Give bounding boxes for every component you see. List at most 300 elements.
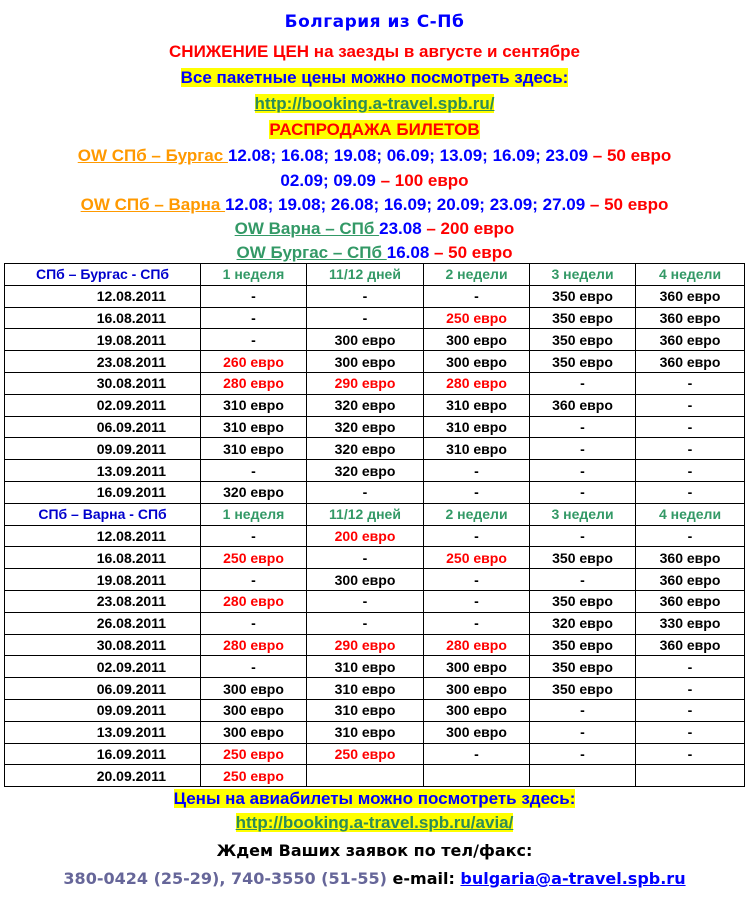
route-header: СПб – Бургас - СПб (5, 264, 201, 286)
price-text: - (687, 724, 693, 741)
price-cell (307, 416, 424, 438)
price-cell (201, 329, 307, 351)
packages-link-line (0, 94, 749, 114)
duration-header: 1 неделя (201, 264, 307, 286)
duration-header: 11/12 дней (307, 503, 424, 525)
date-cell (5, 525, 201, 547)
price-text: 310 евро (334, 702, 396, 719)
table-row (5, 634, 745, 656)
table-row (5, 460, 745, 482)
price-text: - (580, 702, 585, 719)
price-text: 250 евро (223, 745, 284, 762)
date-text: 16.08.2011 (96, 309, 166, 326)
date-text: 19.08.2011 (96, 571, 166, 588)
offer-dates: 16.08 (386, 243, 434, 262)
price-text: 320 евро (552, 615, 613, 632)
price-cell (636, 372, 745, 394)
date-text: 09.09.2011 (96, 702, 166, 719)
price-text: 280 евро (446, 636, 507, 653)
price-text: - (362, 615, 368, 632)
price-text: 310 евро (223, 440, 284, 457)
price-cell (307, 481, 424, 503)
price-cell (307, 743, 424, 765)
price-cell (530, 612, 636, 634)
price-cell (636, 765, 745, 787)
price-cell (201, 612, 307, 634)
price-text: 310 евро (446, 440, 507, 457)
price-text: - (474, 527, 479, 544)
table-row (5, 721, 745, 743)
price-text: 300 евро (446, 680, 507, 697)
await-text: Ждем Ваших заявок по тел/факс: (216, 841, 533, 860)
price-text: - (251, 331, 256, 348)
price-text: 300 евро (223, 724, 284, 741)
price-cell (530, 329, 636, 351)
price-cell (424, 329, 530, 351)
date-text: 16.09.2011 (96, 484, 166, 501)
price-cell (530, 460, 636, 482)
price-cell (530, 678, 636, 700)
avia-text-line (0, 789, 749, 809)
offer-line (0, 171, 749, 191)
price-cell (636, 460, 745, 482)
price-cell (424, 307, 530, 329)
offer-dates: 12.08; 19.08; 26.08; 16.09; 20.09; 23.09; 27.09 (225, 195, 586, 214)
price-text: - (474, 288, 479, 305)
price-cell (424, 699, 530, 721)
price-text: - (687, 462, 693, 479)
date-cell (5, 721, 201, 743)
price-text: - (580, 375, 585, 392)
price-table (4, 263, 745, 787)
phone-numbers: 380-0424 (25-29), 740-3550 (51-55) (63, 869, 387, 888)
price-text: 300 евро (446, 724, 507, 741)
price-cell (307, 329, 424, 351)
price-cell (424, 351, 530, 373)
price-text: 300 евро (334, 331, 396, 348)
duration-header: 2 недели (424, 503, 530, 525)
date-text: 20.09.2011 (96, 767, 166, 784)
date-text: 23.08.2011 (96, 593, 166, 610)
price-text: 280 евро (446, 375, 507, 392)
price-text: 360 евро (659, 353, 721, 370)
price-text: - (580, 745, 585, 762)
date-cell (5, 481, 201, 503)
price-cell (307, 547, 424, 569)
price-text: 350 евро (552, 680, 613, 697)
price-text: 300 евро (446, 331, 507, 348)
price-cell (424, 612, 530, 634)
price-text: 360 евро (659, 309, 721, 326)
price-cell (307, 699, 424, 721)
offer-price: – 50 евро (588, 146, 672, 165)
price-cell (201, 285, 307, 307)
date-cell (5, 765, 201, 787)
price-text: 310 евро (334, 680, 396, 697)
table-header-row (5, 264, 745, 286)
price-text: - (251, 288, 256, 305)
price-text: 300 евро (334, 353, 396, 370)
price-text: 350 евро (552, 331, 613, 348)
date-cell (5, 743, 201, 765)
price-cell (307, 394, 424, 416)
price-cell (636, 329, 745, 351)
date-cell (5, 416, 201, 438)
table-row (5, 590, 745, 612)
price-text: - (687, 527, 693, 544)
price-cell (530, 351, 636, 373)
price-cell (636, 307, 745, 329)
price-cell (307, 372, 424, 394)
price-text: 360 евро (659, 636, 721, 653)
price-text: - (580, 440, 585, 457)
table-row (5, 678, 745, 700)
price-text: 360 евро (552, 397, 613, 414)
price-text: 280 евро (223, 593, 284, 610)
price-cell (424, 569, 530, 591)
price-cell (201, 394, 307, 416)
price-text: - (362, 288, 368, 305)
price-text: 350 евро (552, 593, 613, 610)
price-text: 360 евро (659, 571, 721, 588)
price-text: 280 евро (223, 375, 284, 392)
price-text: 250 евро (446, 549, 507, 566)
price-cell (530, 285, 636, 307)
email-label: e-mail: (386, 869, 461, 888)
date-cell (5, 612, 201, 634)
price-text: 360 евро (659, 288, 721, 305)
table-row (5, 569, 745, 591)
offer-route[interactable]: OW СПб – Бургас (77, 146, 228, 165)
price-text: 200 евро (334, 527, 396, 544)
date-cell (5, 678, 201, 700)
table-row (5, 285, 745, 307)
price-cell (530, 699, 636, 721)
price-cell (636, 569, 745, 591)
price-cell (307, 285, 424, 307)
offer-route[interactable]: OW Варна – СПб (234, 219, 380, 238)
date-cell (5, 394, 201, 416)
date-cell (5, 329, 201, 351)
date-cell (5, 547, 201, 569)
offer-price: – 50 евро (585, 195, 669, 214)
price-text: - (474, 615, 479, 632)
table-row (5, 547, 745, 569)
price-text: 300 евро (223, 702, 284, 719)
table-row (5, 612, 745, 634)
price-text: - (580, 571, 585, 588)
price-cell (636, 699, 745, 721)
price-text: 280 евро (223, 636, 284, 653)
price-cell (530, 307, 636, 329)
price-cell (424, 394, 530, 416)
date-cell (5, 460, 201, 482)
price-cell (530, 765, 636, 787)
offer-price: – 100 евро (375, 171, 469, 190)
date-text: 23.08.2011 (96, 353, 166, 370)
price-text: 350 евро (552, 658, 613, 675)
route-header: СПб – Варна - СПб (5, 503, 201, 525)
price-text: - (580, 724, 585, 741)
duration-header: 3 недели (530, 264, 636, 286)
price-cell (201, 765, 307, 787)
offer-line (0, 195, 749, 215)
offer-line (0, 243, 749, 263)
price-text: 310 евро (446, 418, 507, 435)
price-cell (307, 678, 424, 700)
price-cell (201, 634, 307, 656)
price-cell (636, 438, 745, 460)
date-text: 13.09.2011 (96, 724, 166, 741)
price-cell (424, 634, 530, 656)
price-text: 320 евро (223, 484, 284, 501)
date-cell (5, 438, 201, 460)
date-text: 06.09.2011 (96, 680, 166, 697)
date-cell (5, 569, 201, 591)
price-text: 310 евро (223, 397, 284, 414)
price-text: - (362, 593, 368, 610)
avia-text: Цены на авиабилеты можно посмотреть здесь: (173, 789, 576, 808)
price-cell (424, 765, 530, 787)
table-row (5, 351, 745, 373)
date-text: 06.09.2011 (96, 418, 166, 435)
price-cell (201, 481, 307, 503)
price-text: 350 евро (552, 549, 613, 566)
price-cell (307, 590, 424, 612)
table-row (5, 307, 745, 329)
price-cell (636, 416, 745, 438)
price-cell (201, 525, 307, 547)
price-text: - (474, 484, 479, 501)
price-text: - (687, 658, 693, 675)
price-text: 360 евро (659, 549, 721, 566)
tickets-sale-banner: РАСПРОДАЖА БИЛЕТОВ (269, 120, 480, 139)
offer-price: – 50 евро (434, 243, 513, 262)
date-cell (5, 372, 201, 394)
price-text: 250 евро (223, 767, 284, 784)
duration-header: 2 недели (424, 264, 530, 286)
price-text: 350 евро (552, 288, 613, 305)
price-text: 360 евро (659, 593, 721, 610)
date-text: 12.08.2011 (96, 288, 166, 305)
price-text: - (251, 309, 256, 326)
price-cell (307, 351, 424, 373)
price-text: - (687, 440, 693, 457)
price-cell (530, 525, 636, 547)
packages-link[interactable]: http://booking.a-travel.spb.ru/ (254, 94, 495, 113)
price-text: 300 евро (334, 571, 396, 588)
price-cell (530, 372, 636, 394)
price-text: - (251, 462, 256, 479)
price-cell (636, 612, 745, 634)
price-cell (530, 569, 636, 591)
date-text: 16.09.2011 (96, 745, 166, 762)
price-text: 290 евро (334, 375, 396, 392)
price-text: 320 евро (334, 397, 396, 414)
price-cell (424, 547, 530, 569)
price-cell (201, 569, 307, 591)
price-text: - (687, 484, 693, 501)
price-cell (201, 656, 307, 678)
price-cell (530, 547, 636, 569)
price-cell (424, 590, 530, 612)
price-text: - (687, 375, 693, 392)
price-cell (307, 525, 424, 547)
price-cell (307, 721, 424, 743)
price-text: 320 евро (334, 440, 396, 457)
price-cell (424, 460, 530, 482)
date-cell (5, 590, 201, 612)
price-text: - (580, 527, 585, 544)
date-text: 09.09.2011 (96, 440, 166, 457)
packages-text: Все пакетные цены можно посмотреть здесь: (180, 68, 569, 87)
price-text: - (474, 593, 479, 610)
price-cell (307, 765, 424, 787)
table-row (5, 329, 745, 351)
duration-header: 11/12 дней (307, 264, 424, 286)
price-text: 350 евро (552, 636, 613, 653)
price-cell (530, 438, 636, 460)
date-text: 02.09.2011 (96, 658, 166, 675)
price-cell (636, 351, 745, 373)
price-cell (307, 438, 424, 460)
price-text: - (362, 309, 368, 326)
date-text: 16.08.2011 (96, 549, 166, 566)
price-cell (201, 460, 307, 482)
sale-notice: СНИЖЕНИЕ ЦЕН на заезды в августе и сентябре (169, 42, 580, 61)
price-cell (636, 743, 745, 765)
date-text: 30.08.2011 (96, 375, 166, 392)
price-text: - (580, 418, 585, 435)
table-row (5, 743, 745, 765)
price-cell (424, 743, 530, 765)
price-text: - (362, 549, 368, 566)
offer-line (0, 146, 749, 166)
offer-price: – 200 евро (421, 219, 515, 238)
price-text: 310 евро (334, 724, 396, 741)
table-row (5, 656, 745, 678)
price-cell (530, 656, 636, 678)
price-cell (424, 285, 530, 307)
price-text: - (580, 484, 585, 501)
price-cell (307, 634, 424, 656)
price-text: 360 евро (659, 331, 721, 348)
price-text: - (580, 462, 585, 479)
price-cell (636, 481, 745, 503)
price-text: - (687, 418, 693, 435)
price-cell (201, 721, 307, 743)
table-row (5, 765, 745, 787)
offer-route[interactable]: OW Бургас – СПб (236, 243, 387, 262)
price-cell (424, 438, 530, 460)
price-cell (307, 460, 424, 482)
price-cell (307, 307, 424, 329)
price-text: 320 евро (334, 462, 396, 479)
offer-route[interactable]: OW СПб – Варна (80, 195, 226, 214)
price-cell (530, 634, 636, 656)
price-text: 350 евро (552, 353, 613, 370)
date-text: 12.08.2011 (96, 527, 166, 544)
price-cell (424, 656, 530, 678)
price-cell (636, 525, 745, 547)
price-cell (636, 678, 745, 700)
offer-dates: 23.08 (379, 219, 422, 238)
price-cell (530, 721, 636, 743)
price-text: 260 евро (223, 353, 284, 370)
price-text: - (687, 680, 693, 697)
price-text: - (251, 571, 256, 588)
duration-header: 4 недели (636, 264, 745, 286)
avia-link[interactable]: http://booking.a-travel.spb.ru/avia/ (235, 813, 514, 832)
price-cell (201, 438, 307, 460)
duration-header: 4 недели (636, 503, 745, 525)
price-cell (201, 351, 307, 373)
price-cell (636, 721, 745, 743)
table-row (5, 699, 745, 721)
price-cell (424, 481, 530, 503)
email-link[interactable]: bulgaria@a-travel.spb.ru (460, 869, 686, 888)
duration-header: 1 неделя (201, 503, 307, 525)
price-text: 350 евро (552, 309, 613, 326)
price-cell (636, 656, 745, 678)
price-cell (530, 416, 636, 438)
price-text: 310 евро (446, 397, 507, 414)
price-cell (424, 721, 530, 743)
price-text: - (687, 702, 693, 719)
date-text: 30.08.2011 (96, 636, 166, 653)
table-row (5, 525, 745, 547)
price-text: - (251, 658, 256, 675)
avia-link-line (0, 813, 749, 833)
price-text: - (687, 745, 693, 762)
contacts-line (0, 869, 749, 888)
price-text: 290 евро (334, 636, 396, 653)
table-header-row (5, 503, 745, 525)
price-cell (201, 307, 307, 329)
offer-dates: 12.08; 16.08; 19.08; 06.09; 13.09; 16.09; 23.09 (227, 146, 589, 165)
price-cell (424, 372, 530, 394)
date-text: 02.09.2011 (96, 397, 166, 414)
offer-line (0, 219, 749, 239)
page-title: Болгария из С-Пб (284, 12, 465, 32)
price-cell (424, 525, 530, 547)
price-text: - (474, 745, 479, 762)
price-cell (530, 590, 636, 612)
table-row (5, 372, 745, 394)
price-text: 250 евро (223, 549, 284, 566)
price-text: 300 евро (446, 658, 507, 675)
price-cell (201, 590, 307, 612)
price-cell (201, 547, 307, 569)
price-text: 300 евро (446, 353, 507, 370)
price-text: - (251, 615, 256, 632)
date-cell (5, 351, 201, 373)
price-text: - (474, 462, 479, 479)
price-cell (636, 394, 745, 416)
price-cell (636, 634, 745, 656)
table-row (5, 394, 745, 416)
price-text: 320 евро (334, 418, 396, 435)
price-text: - (362, 484, 368, 501)
price-cell (307, 569, 424, 591)
packages-text-line (0, 68, 749, 88)
date-cell (5, 699, 201, 721)
price-text: 310 евро (334, 658, 396, 675)
date-cell (5, 307, 201, 329)
duration-header: 3 недели (530, 503, 636, 525)
price-text: - (474, 571, 479, 588)
price-cell (201, 699, 307, 721)
